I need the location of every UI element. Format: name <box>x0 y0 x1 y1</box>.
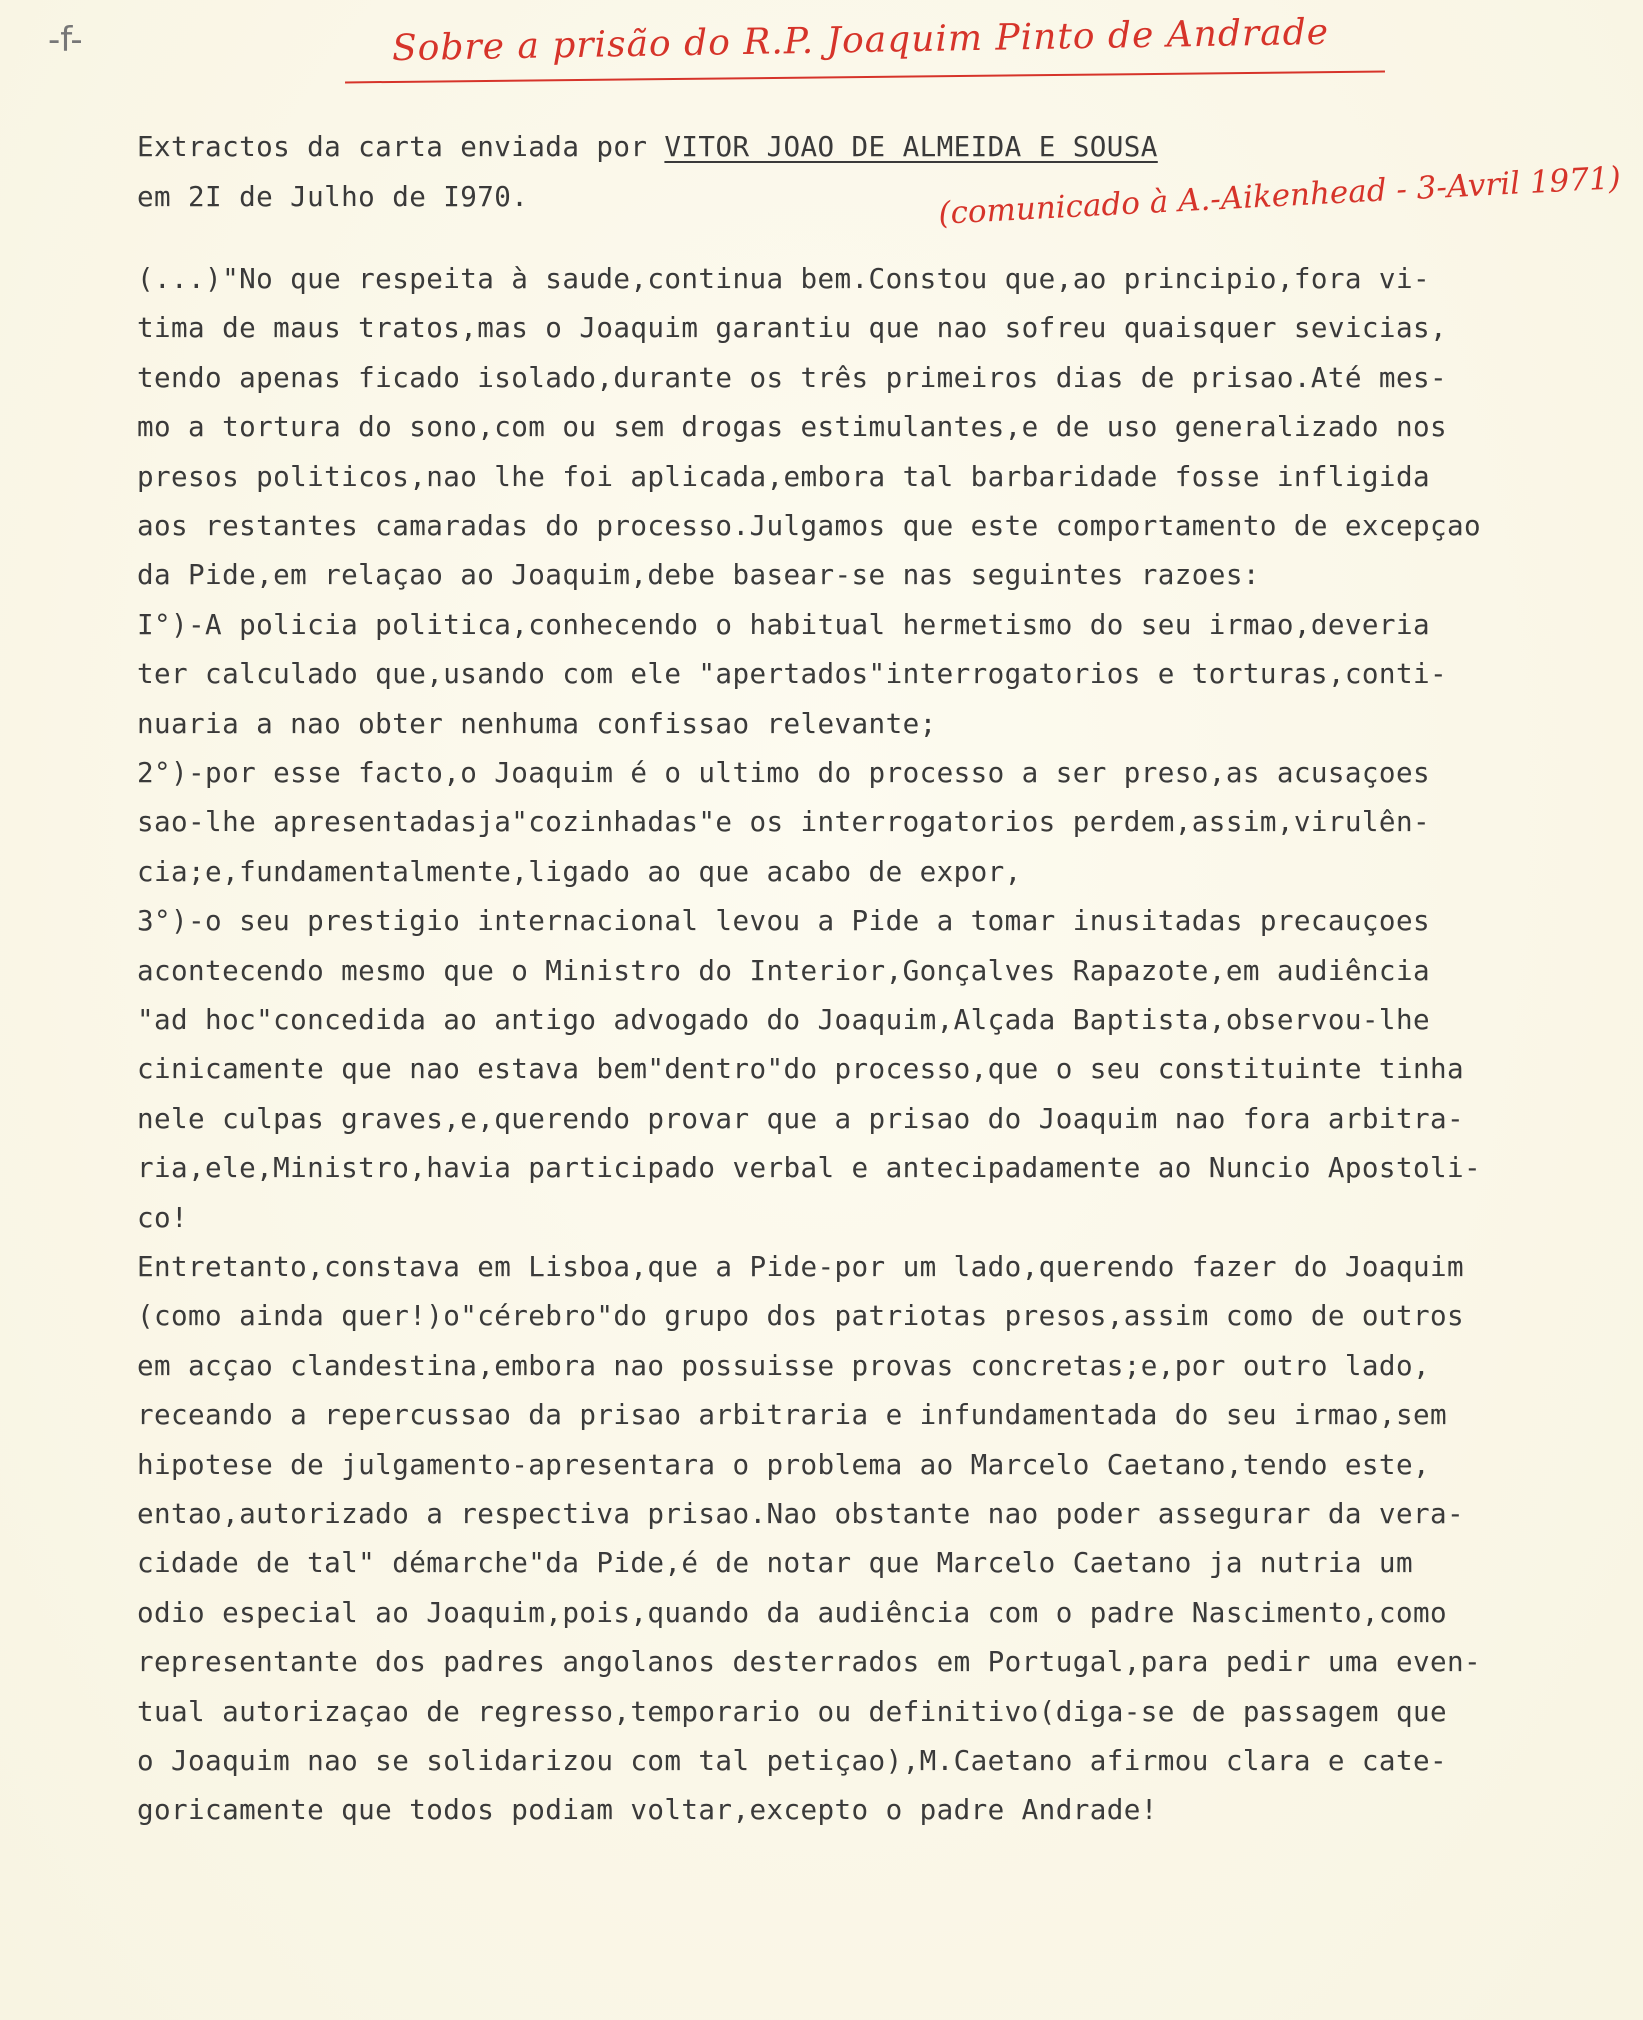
body-line: ter calculado que,usando com ele "apertados"interrogatorios e torturas,conti- <box>137 657 1447 691</box>
body-line: acontecendo mesmo que o Ministro do Interior,Gonçalves Rapazote,em audiência <box>137 953 1430 987</box>
body-line: tual autorizaçao de regresso,temporario ou definitivo(diga-se de passagem que <box>137 1694 1447 1728</box>
body-line: tima de maus tratos,mas o Joaquim garantiu que nao sofreu quaisquer sevicias, <box>137 311 1447 345</box>
body-line: cidade de tal" démarche"da Pide,é de notar que Marcelo Caetano ja nutria um <box>137 1546 1413 1580</box>
body-line: tendo apenas ficado isolado,durante os três primeiros dias de prisao.Até mes- <box>137 360 1447 394</box>
corner-mark: -f- <box>48 20 83 60</box>
body-line: goricamente que todos podiam voltar,excepto o padre Andrade! <box>137 1793 1158 1827</box>
header-line-1 <box>137 130 1158 163</box>
body-line: (como ainda quer!)o"cérebro"do grupo dos patriotas presos,assim como de outros <box>137 1299 1465 1333</box>
header-date: em 2I de Julho de I970. <box>137 180 529 213</box>
handwritten-side-note: (comunicado à A.-Aikenhead - 3-Avril 1971) <box>937 160 1622 232</box>
body-line: 2°)-por esse facto,o Joaquim é o ultimo do processo a ser preso,as acusaçoes <box>137 756 1430 789</box>
header-prefix: Extractos da carta enviada por <box>137 130 665 163</box>
body-line: presos politicos,nao lhe foi aplicada,embora tal barbaridade fosse infligida <box>137 459 1430 493</box>
body-line: nele culpas graves,e,querendo provar que a prisao do Joaquim nao fora arbitra- <box>137 1101 1465 1135</box>
body-line: 3°)-o seu prestigio internacional levou a Pide a tomar inusitadas precauçoes <box>137 904 1430 938</box>
body-line: o Joaquim nao se solidarizou com tal petiçao),M.Caetano afirmou clara e cate- <box>137 1744 1447 1777</box>
body-line: receando a repercussao da prisao arbitraria e infundamentada do seu irmao,sem <box>137 1398 1447 1432</box>
body-line: aos restantes camaradas do processo.Julgamos que este comportamento de excepçao <box>137 509 1482 542</box>
body-line: da Pide,em relaçao ao Joaquim,debe basear-se nas seguintes razoes: <box>137 558 1260 592</box>
body-line: em acçao clandestina,embora nao possuisse provas concretas;e,por outro lado, <box>137 1348 1430 1382</box>
body-line: mo a tortura do sono,com ou sem drogas estimulantes,e de uso generalizado nos <box>137 410 1447 444</box>
body-line: cia;e,fundamentalmente,ligado ao que acabo de expor, <box>137 854 1022 888</box>
body-line: sao-lhe apresentadasja"cozinhadas"e os interrogatorios perdem,assim,virulên- <box>137 805 1430 839</box>
body-line: hipotese de julgamento-apresentara o problema ao Marcelo Caetano,tendo este, <box>137 1447 1430 1481</box>
body-line: odio especial ao Joaquim,pois,quando da audiência com o padre Nascimento,como <box>137 1595 1447 1629</box>
handwritten-title-note: Sobre a prisão do R.P. Joaquim Pinto de Andrade <box>391 11 1330 70</box>
sender-name: VITOR JOAO DE ALMEIDA E SOUSA <box>664 130 1158 163</box>
body-line: I°)-A policia politica,conhecendo o habitual hermetismo do seu irmao,deveria <box>137 607 1430 641</box>
handwritten-underline <box>345 71 1385 84</box>
body-line: nuaria a nao obter nenhuma confissao relevante; <box>137 706 937 740</box>
body-line: entao,autorizado a respectiva prisao.Nao obstante nao poder assegurar da vera- <box>137 1497 1465 1530</box>
body-line: cinicamente que nao estava bem"dentro"do processo,que o seu constituinte tinha <box>137 1052 1465 1086</box>
body-line: "ad hoc"concedida ao antigo advogado do Joaquim,Alçada Baptista,observou-lhe <box>137 1003 1430 1036</box>
body-line: representante dos padres angolanos desterrados em Portugal,para pedir uma even- <box>137 1645 1482 1679</box>
body-line: co! <box>137 1200 189 1234</box>
body-line: Entretanto,constava em Lisboa,que a Pide-por um lado,querendo fazer do Joaquim <box>137 1250 1465 1283</box>
body-line: ria,ele,Ministro,havia participado verbal e antecipadamente ao Nuncio Apostoli- <box>137 1151 1482 1185</box>
body-line: (...)"No que respeita à saude,continua bem.Constou que,ao principio,fora vi- <box>137 262 1430 295</box>
